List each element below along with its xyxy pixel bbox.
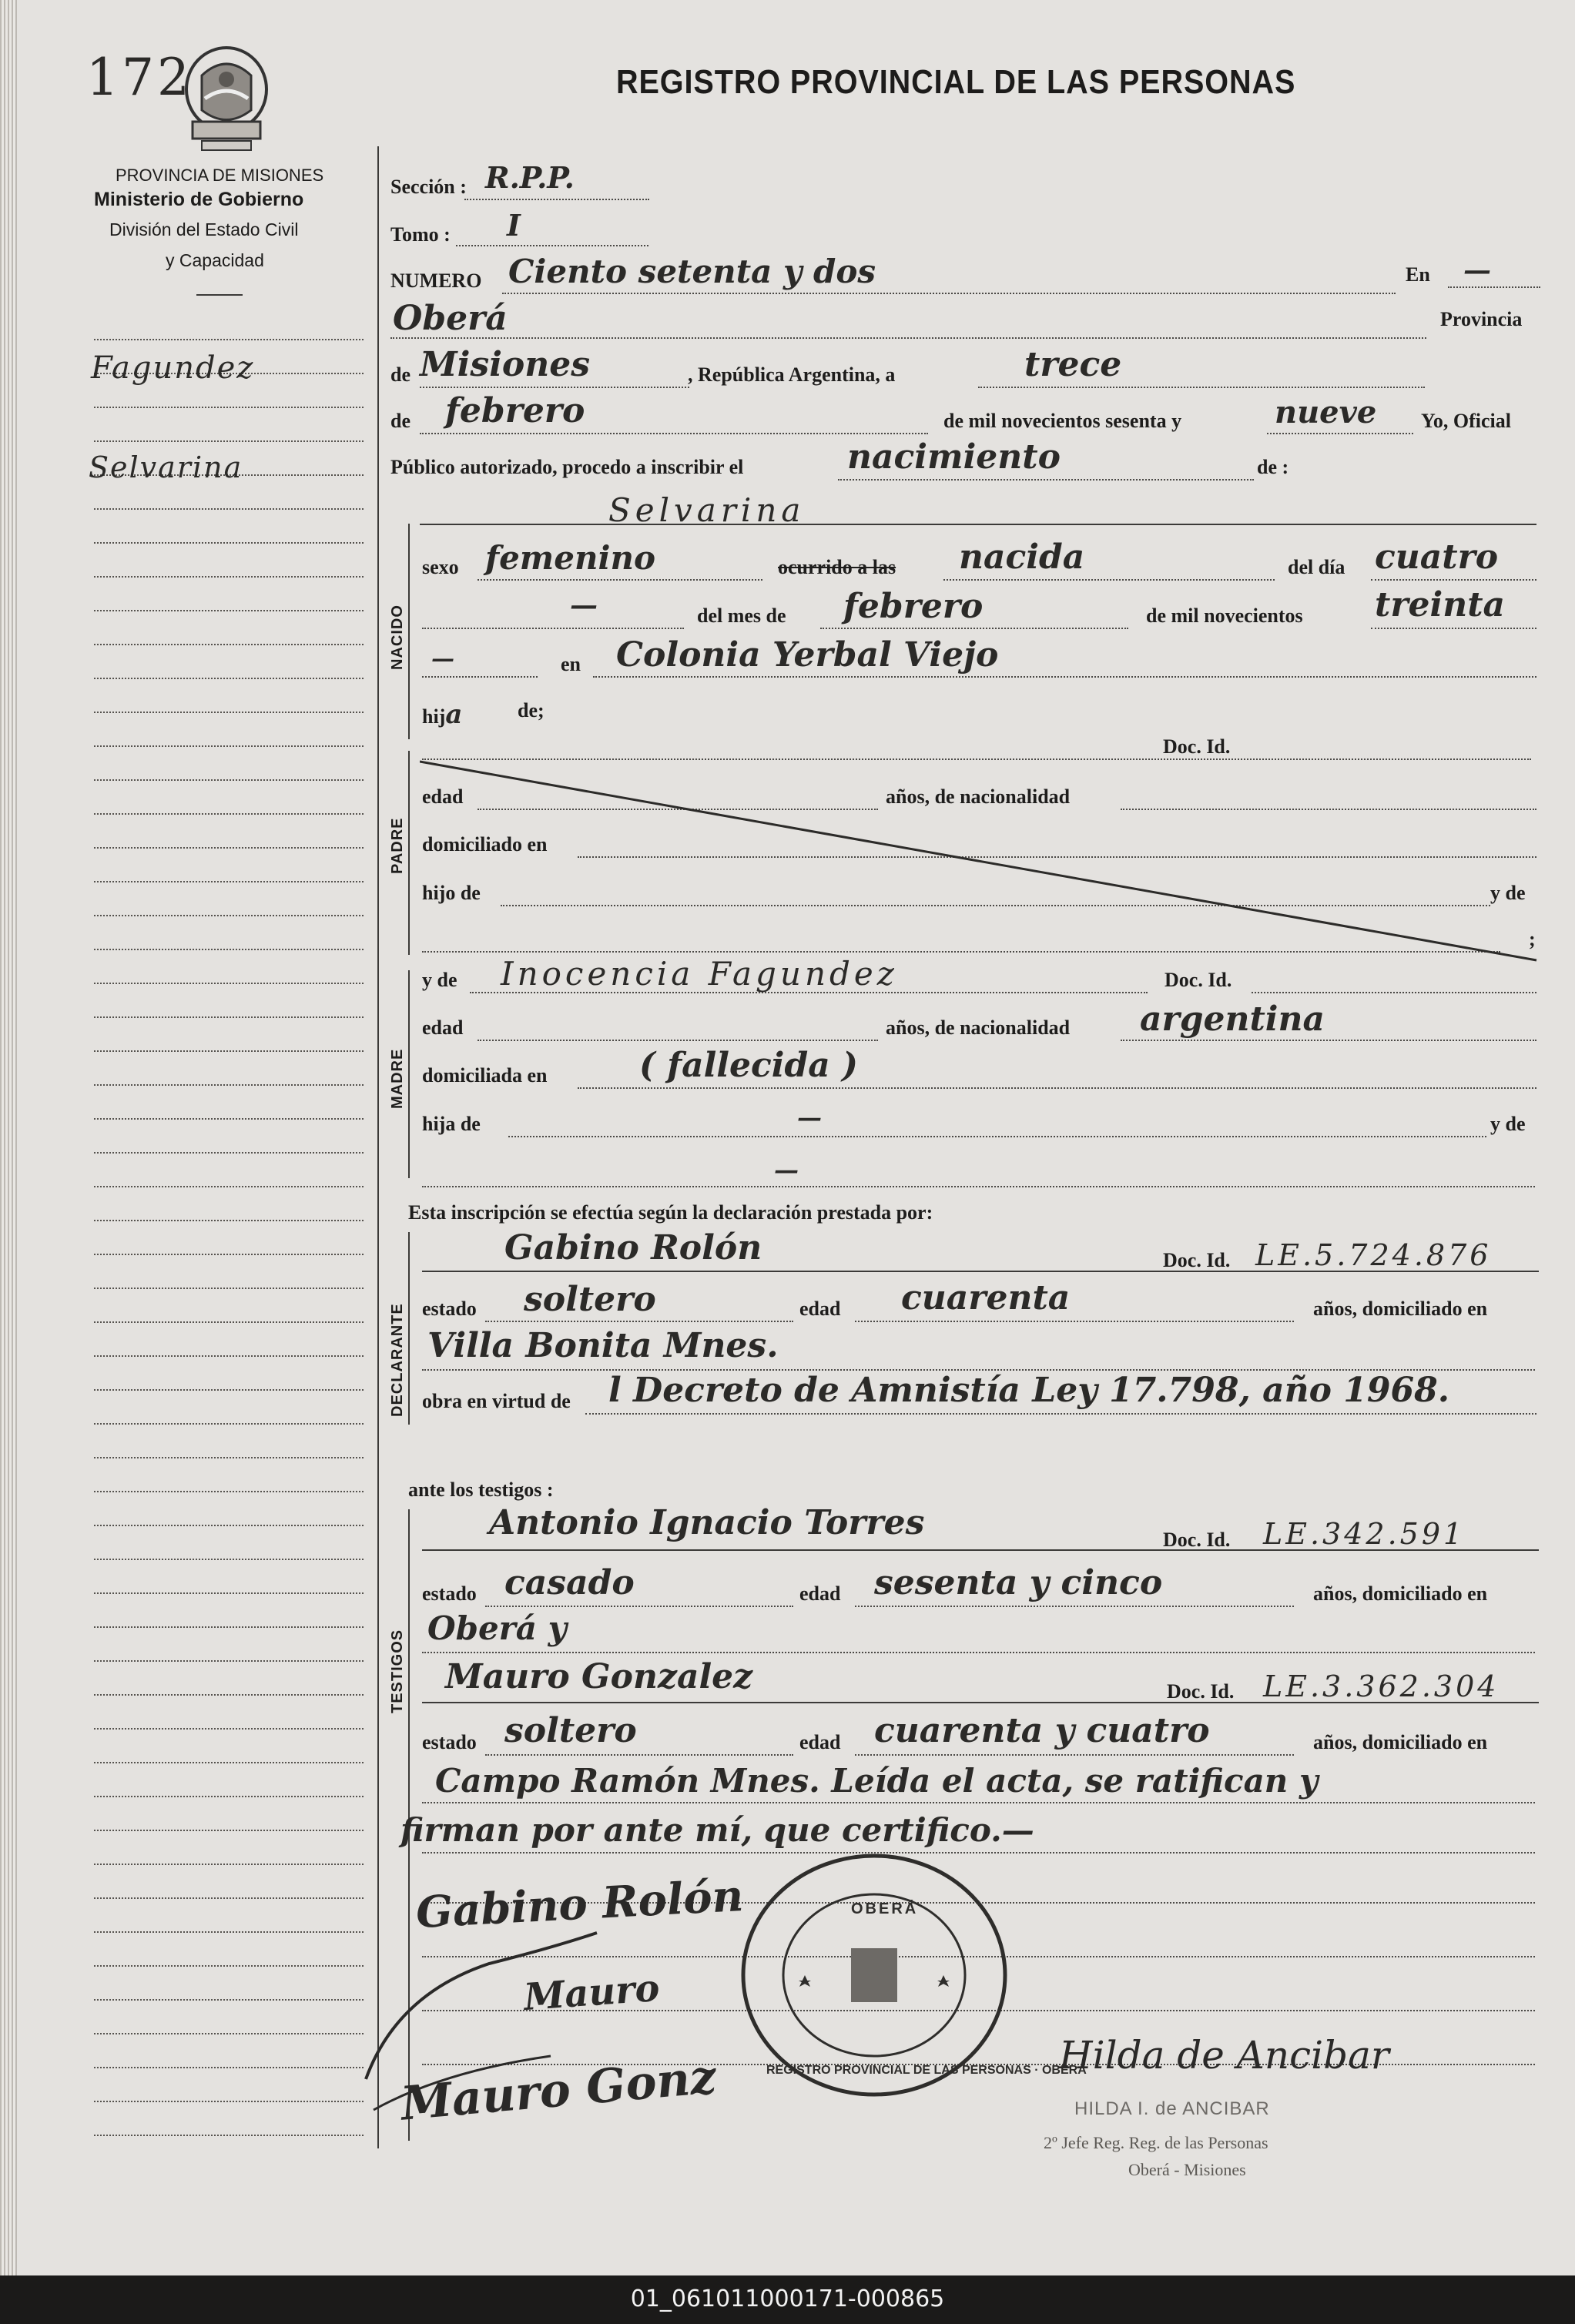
- margin-rule-line: [94, 1999, 364, 2001]
- year-value: nueve: [1275, 394, 1377, 430]
- publico-label: Público autorizado, procedo a inscribir el: [390, 456, 744, 478]
- en-label: En: [1406, 263, 1430, 286]
- madre-hija-value: —: [797, 1103, 822, 1132]
- de-colon-label: de :: [1257, 456, 1289, 478]
- declarante-doc-value: LE.5.724.876: [1255, 1238, 1492, 1272]
- ocurrido-label: ocurrido a las: [778, 556, 896, 578]
- de-label: de: [390, 363, 411, 386]
- madre-nacionalidad-value: argentina: [1140, 1000, 1325, 1039]
- testigo1-signature: Mauro: [522, 1966, 662, 2020]
- margin-given-name: Selvarina: [89, 450, 243, 484]
- testigo2-estado-value: soltero: [504, 1711, 637, 1750]
- seccion-value: R.P.P.: [485, 160, 575, 195]
- testigo1-edad-value: sesenta y cinco: [874, 1563, 1163, 1602]
- madre-yde2-label: y de: [1490, 1113, 1526, 1135]
- book-spine: [0, 0, 17, 2275]
- margin-rule-line: [94, 2135, 364, 2136]
- dia-dash: —: [570, 589, 598, 621]
- declarante-edad-label: edad: [799, 1298, 841, 1320]
- seccion-label: Sección :: [390, 176, 467, 198]
- hija-label: [422, 699, 462, 730]
- child-name-value: Selvarina: [608, 491, 806, 529]
- testigo1-domicilio-value: Oberá y: [427, 1609, 568, 1647]
- anio-value: treinta: [1375, 585, 1506, 625]
- de-label-2: de: [390, 410, 411, 432]
- declarante-signature: Gabino Rolón: [414, 1870, 745, 1939]
- testigo2-anios-label: años, domiciliado en: [1313, 1731, 1488, 1753]
- tomo-label: Tomo :: [390, 223, 451, 246]
- org-line-1: PROVINCIA DE MISIONES: [116, 166, 324, 185]
- margin-rule-line: [94, 407, 364, 408]
- testigo2-domicilio-value: Campo Ramón Mnes. Leída el acta, se ratifican y: [435, 1762, 1319, 1800]
- testigo2-name-value: Mauro Gonzalez: [445, 1657, 753, 1696]
- margin-rule-line: [94, 644, 364, 645]
- testigo2-signature: Mauro Gonz: [398, 2050, 719, 2131]
- margin-rule-line: [94, 440, 364, 442]
- margin-rule-line: [94, 1220, 364, 1221]
- sexo-label: sexo: [422, 556, 459, 578]
- year-text: de mil novecientos sesenta y: [943, 410, 1182, 432]
- margin-rule-line: [94, 508, 364, 510]
- numero-value: Ciento setenta y dos: [508, 253, 876, 290]
- margin-rule-line: [94, 1050, 364, 1052]
- hij-text: hij: [422, 705, 446, 728]
- madre-name-value: Inocencia Fagundez: [501, 955, 898, 993]
- signature-flourish: [350, 1879, 682, 2133]
- padre-yde-label: y de: [1490, 882, 1526, 904]
- declarante-intro: Esta inscripción se efectúa según la declaración prestada por:: [408, 1201, 933, 1224]
- officer-title: 2º Jefe Reg. Reg. de las Personas: [1044, 2133, 1268, 2152]
- margin-rule-line: [94, 1559, 364, 1560]
- city-value: Oberá: [393, 299, 508, 338]
- day-value: trece: [1024, 345, 1122, 384]
- testigo1-estado-value: casado: [504, 1563, 635, 1602]
- document-title: REGISTRO PROVINCIAL DE LAS PERSONAS: [616, 63, 1296, 101]
- mes-value: febrero: [843, 587, 984, 626]
- padre-hijo-label: hijo de: [422, 882, 481, 904]
- testigo2-estado-label: estado: [422, 1731, 477, 1753]
- testigo1-doc-label: Doc. Id.: [1163, 1529, 1231, 1551]
- numero-label: NUMERO: [390, 270, 482, 292]
- testigos-section-label: TESTIGOS: [389, 1629, 406, 1713]
- margin-rule-line: [94, 1457, 364, 1458]
- declarante-estado-label: estado: [422, 1298, 477, 1320]
- margin-surname: Fagundez: [91, 350, 255, 386]
- margin-rule-line: [94, 1965, 364, 1967]
- closing-text: firman por ante mí, que certifico.—: [400, 1811, 1034, 1849]
- testigo1-doc-value: LE.342.591: [1263, 1517, 1466, 1551]
- padre-semicolon: ;: [1529, 928, 1536, 950]
- padre-nacionalidad-label: años, de nacionalidad: [886, 785, 1071, 808]
- official-round-stamp: [736, 1848, 1087, 2102]
- margin-rule-line: [94, 1186, 364, 1187]
- margin-rule-line: [94, 1762, 364, 1763]
- margin-rule-line: [94, 1152, 364, 1154]
- margin-rule-line: [94, 2067, 364, 2068]
- madre-dash: —: [774, 1155, 799, 1184]
- declarante-domicilio-value: Villa Bonita Mnes.: [427, 1326, 779, 1365]
- mes-label: del mes de: [697, 604, 786, 627]
- mil-novecientos-label: de mil novecientos: [1146, 604, 1303, 627]
- margin-rule-line: [94, 678, 364, 679]
- nacido-doc-label: Doc. Id.: [1163, 735, 1231, 758]
- provincia-label: Provincia: [1440, 308, 1523, 330]
- sexo-value: femenino: [485, 539, 655, 577]
- month-value: febrero: [445, 391, 585, 430]
- hija-suffix: a: [445, 699, 463, 730]
- margin-rule-line: [94, 1423, 364, 1425]
- margin-rule-line: [94, 1118, 364, 1120]
- margin-rule-line: [94, 610, 364, 611]
- page-number: 172: [86, 48, 193, 107]
- declarante-doc-label: Doc. Id.: [1163, 1249, 1231, 1271]
- testigos-intro: ante los testigos :: [408, 1478, 554, 1501]
- padre-domicilio-label: domiciliado en: [422, 833, 548, 856]
- province-value: Misiones: [420, 345, 591, 384]
- stamp-ring-text: REGISTRO PROVINCIAL DE LAS PERSONAS · OBERÁ: [766, 2064, 1087, 2077]
- margin-divider: [377, 146, 379, 2148]
- lugar-value: Colonia Yerbal Viejo: [616, 635, 999, 675]
- margin-rule-line: [94, 1626, 364, 1628]
- margin-rule-line: [94, 1016, 364, 1018]
- margin-rule-line: [94, 1084, 364, 1086]
- madre-yde-label: y de: [422, 969, 457, 991]
- padre-section-label: PADRE: [389, 817, 406, 874]
- margin-rule-line: [94, 881, 364, 882]
- testigo1-name-value: Antonio Ignacio Torres: [489, 1503, 925, 1542]
- ocurrido-value: nacida: [959, 537, 1085, 577]
- margin-rule-line: [94, 1660, 364, 1662]
- margin-rule-line: [94, 1864, 364, 1865]
- del-dia-label: del día: [1288, 556, 1345, 578]
- margin-rule-line: [94, 745, 364, 747]
- padre-edad-label: edad: [422, 785, 464, 808]
- officer-name: HILDA I. de ANCIBAR: [1074, 2098, 1270, 2119]
- republica-label: , República Argentina, a: [688, 363, 896, 386]
- madre-hija-label: hija de: [422, 1113, 481, 1135]
- madre-domicilio-value: ( fallecida ): [639, 1046, 858, 1085]
- margin-rule-line: [94, 983, 364, 984]
- madre-domicilio-label: domiciliada en: [422, 1064, 548, 1087]
- declarante-name-value: Gabino Rolón: [504, 1228, 762, 1267]
- org-line-3: División del Estado Civil: [109, 219, 299, 239]
- en-dash: —: [431, 645, 454, 672]
- margin-rule-line: [94, 339, 364, 340]
- image-id-caption: 01_061011000171-000865: [630, 2285, 945, 2312]
- testigo1-edad-label: edad: [799, 1582, 841, 1605]
- testigo1-estado-label: estado: [422, 1582, 477, 1605]
- dia-value: cuatro: [1375, 537, 1499, 577]
- declarante-anios-label: años, domiciliado en: [1313, 1298, 1488, 1320]
- coat-of-arms-seal: [179, 45, 274, 156]
- act-value: nacimiento: [847, 437, 1061, 477]
- declarante-edad-value: cuarenta: [901, 1278, 1071, 1318]
- officer-signature: Hilda de Ancibar: [1059, 2033, 1389, 2078]
- madre-doc-label: Doc. Id.: [1164, 969, 1232, 991]
- margin-rule-line: [94, 2101, 364, 2102]
- madre-edad-label: edad: [422, 1016, 464, 1039]
- en-value: —: [1463, 254, 1491, 286]
- margin-rule-line: [94, 1694, 364, 1696]
- yo-oficial-label: Yo, Oficial: [1421, 410, 1511, 432]
- margin-rule-line: [94, 1355, 364, 1357]
- margin-rule-line: [94, 949, 364, 950]
- hija-de-label: de;: [518, 699, 545, 722]
- stamp-center-text: OBERÁ: [851, 1900, 919, 1917]
- margin-rule-line: [94, 1796, 364, 1797]
- margin-rule-line: [94, 1491, 364, 1492]
- nacido-en-label: en: [561, 653, 581, 675]
- margin-rule-line: [94, 2033, 364, 2034]
- margin-rule-line: [94, 1288, 364, 1289]
- nacido-section-label: NACIDO: [389, 604, 406, 670]
- org-line-2: Ministerio de Gobierno: [94, 189, 304, 210]
- testigo2-doc-label: Doc. Id.: [1167, 1680, 1235, 1703]
- margin-rule-line: [94, 779, 364, 781]
- madre-section-label: MADRE: [389, 1048, 406, 1109]
- margin-rule-line: [94, 542, 364, 544]
- margin-rule-line: [94, 1525, 364, 1526]
- margin-rule-line: [94, 1728, 364, 1730]
- margin-rule-line: [94, 1389, 364, 1391]
- margin-rule-line: [94, 576, 364, 578]
- org-line-4: y Capacidad: [166, 250, 264, 270]
- testigo1-anios-label: años, domiciliado en: [1313, 1582, 1488, 1605]
- margin-rule-line: [94, 1897, 364, 1899]
- madre-nacionalidad-label: años, de nacionalidad: [886, 1016, 1071, 1039]
- testigo2-edad-value: cuarenta y cuatro: [874, 1711, 1210, 1750]
- margin-rule-line: [94, 813, 364, 815]
- declarante-estado-value: soltero: [524, 1280, 656, 1319]
- tomo-value: I: [507, 208, 521, 243]
- declarante-section-label: DECLARANTE: [389, 1303, 406, 1417]
- officer-place: Oberá - Misiones: [1128, 2160, 1246, 2179]
- margin-rule-line: [94, 847, 364, 849]
- declarante-obra-label: obra en virtud de: [422, 1390, 571, 1412]
- padre-crossout-line: [420, 758, 1540, 963]
- margin-rule-line: [94, 1321, 364, 1323]
- testigo2-doc-value: LE.3.362.304: [1263, 1669, 1500, 1703]
- margin-rule-line: [94, 1931, 364, 1933]
- margin-rule-line: [94, 915, 364, 916]
- margin-rule-line: [94, 1592, 364, 1594]
- testigo2-edad-label: edad: [799, 1731, 841, 1753]
- margin-rule-line: [94, 1830, 364, 1831]
- margin-rule-line: [94, 712, 364, 713]
- declarante-obra-value: l Decreto de Amnistía Ley 17.798, año 1968.: [608, 1371, 1450, 1410]
- margin-rule-line: [94, 1254, 364, 1255]
